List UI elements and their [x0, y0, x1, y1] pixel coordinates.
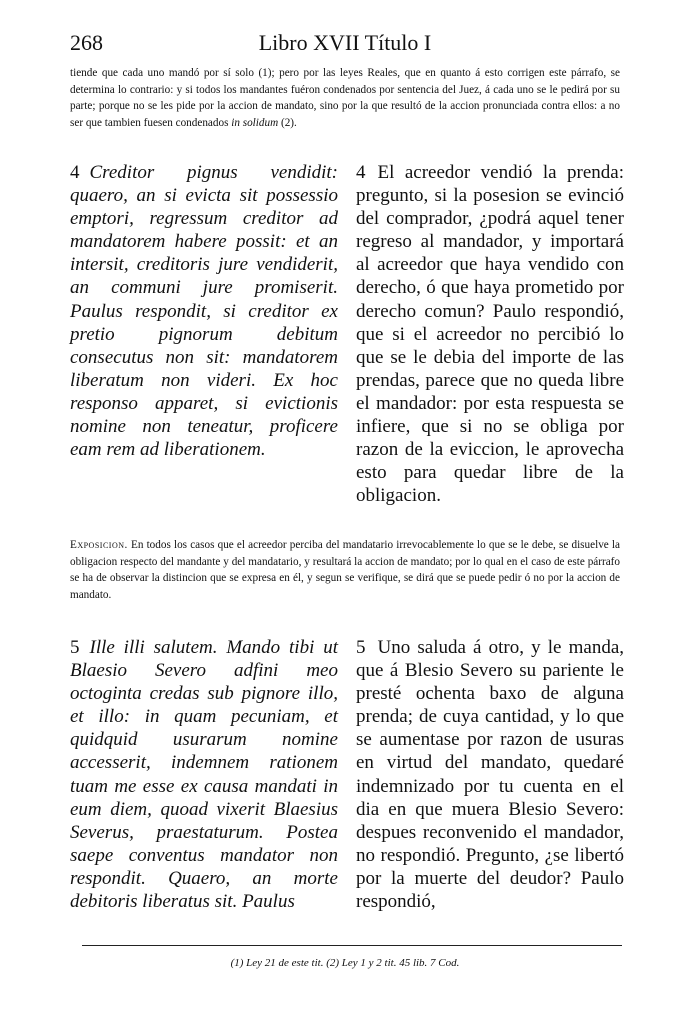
footnote: (1) Ley 21 de este tit. (2) Ley 1 y 2 tit. 45 lib. 7 Cod. — [230, 957, 460, 969]
exposicion-paragraph — [70, 537, 620, 603]
latin-text: Ille illi salutem. Mando tibi ut Blaesio Severo adfini meo octoginta credas sub pignore illo, et illo: in quam pecuniam, et quidquid usurarum nomine accesserit, indemnem rationem tuam me esse ex causa mandati in eum diem, quoad vixerit Blaesius Severus, praestaturum. Postea saepe conventus mandator non respondit. Quaero, an morte debitoris liberatus sit. Paulus — [70, 637, 338, 913]
intro-emphasis: in solidum — [231, 116, 279, 129]
intro-paragraph — [70, 65, 620, 131]
latin-paragraph-5 — [70, 636, 338, 913]
latin-paragraph-4 — [70, 161, 338, 461]
intro-ending: (2). — [278, 116, 297, 129]
exposicion-label: Exposicion. — [70, 539, 128, 551]
spanish-text: El acreedor vendió la prenda: pregunto, si la posesion se evinció del comprador, ¿podrá aquel tener regreso al mandador, y importará al acreedor que haya vendido con derecho, ó que haya prometido por derecho comun? Paulo respondió, que si el acreedor no percibió lo que se le debia del importe de las prendas, parece que no queda libre el mandador: por esta respuesta se infiere, que si no se obliga por razon de la eviccion, le aprovecha esto para quedar libre de la obligacion. — [356, 162, 624, 507]
page-number: 268 — [70, 30, 103, 55]
exposicion-text: En todos los casos que el acreedor perciba del mandatario irrevocablemente lo que se le debe, se disuelve la obligacion respecto del mandante y del mandatario, y resultará la accion de mandato; por lo qual en el caso de este párrafo se ha de observar la distincion que se expresa en él, y segun se verifique, se dirá que se puede pedir ó no por la accion de mandato. — [70, 539, 620, 601]
paragraph-number: 4 — [70, 162, 80, 183]
paragraph-number: 5 — [356, 637, 366, 658]
latin-text: Creditor pignus vendidit: quaero, an si evicta sit possessio emptori, regressum creditor ad mandatorem habere possit: et an intersit, creditoris jure vendiderit, an communi jure promiserit. Paulus respondit, si creditor ex pretio pignorum debitum consecutus non sit: mandatorem liberatum non videri. Ex hoc responso apparet, si evictionis nomine non teneatur, proficere eam rem ad liberationem. — [70, 162, 338, 461]
page-header — [70, 30, 620, 58]
spanish-paragraph-4 — [356, 161, 624, 507]
running-title: Libro XVII Título I — [258, 30, 432, 55]
intro-text: tiende que cada uno mandó por sí solo (1); pero por las leyes Reales, que en quanto á esto corrigen este párrafo, se determina lo contrario: y si todos los mandantes fuéron condenados por sentencia del Juez, á cada uno se le pedirá por su parte; porque no se les pide por la accion de mandato, sino por la que resultó de la accion pronunciada contra ellos: a no ser que tambien fuesen condenados — [70, 67, 620, 129]
paragraph-number: 4 — [356, 162, 366, 183]
footnote-divider — [82, 945, 622, 946]
spanish-paragraph-5 — [356, 636, 624, 913]
spanish-text: Uno saluda á otro, y le manda, que á Blesio Severo su pariente le presté ochenta baxo de alguna prenda; de cuya cantidad, y lo que se aumentase por razon de usuras en virtud del mandato, quedaré indemnizado por tu cuenta en el dia en que muera Blesio Severo: despues reconvenido el mandador, no respondió. Pregunto, ¿se libertó por la muerte del deudor? Paulo respondió, — [356, 637, 624, 913]
paragraph-number: 5 — [70, 637, 80, 658]
